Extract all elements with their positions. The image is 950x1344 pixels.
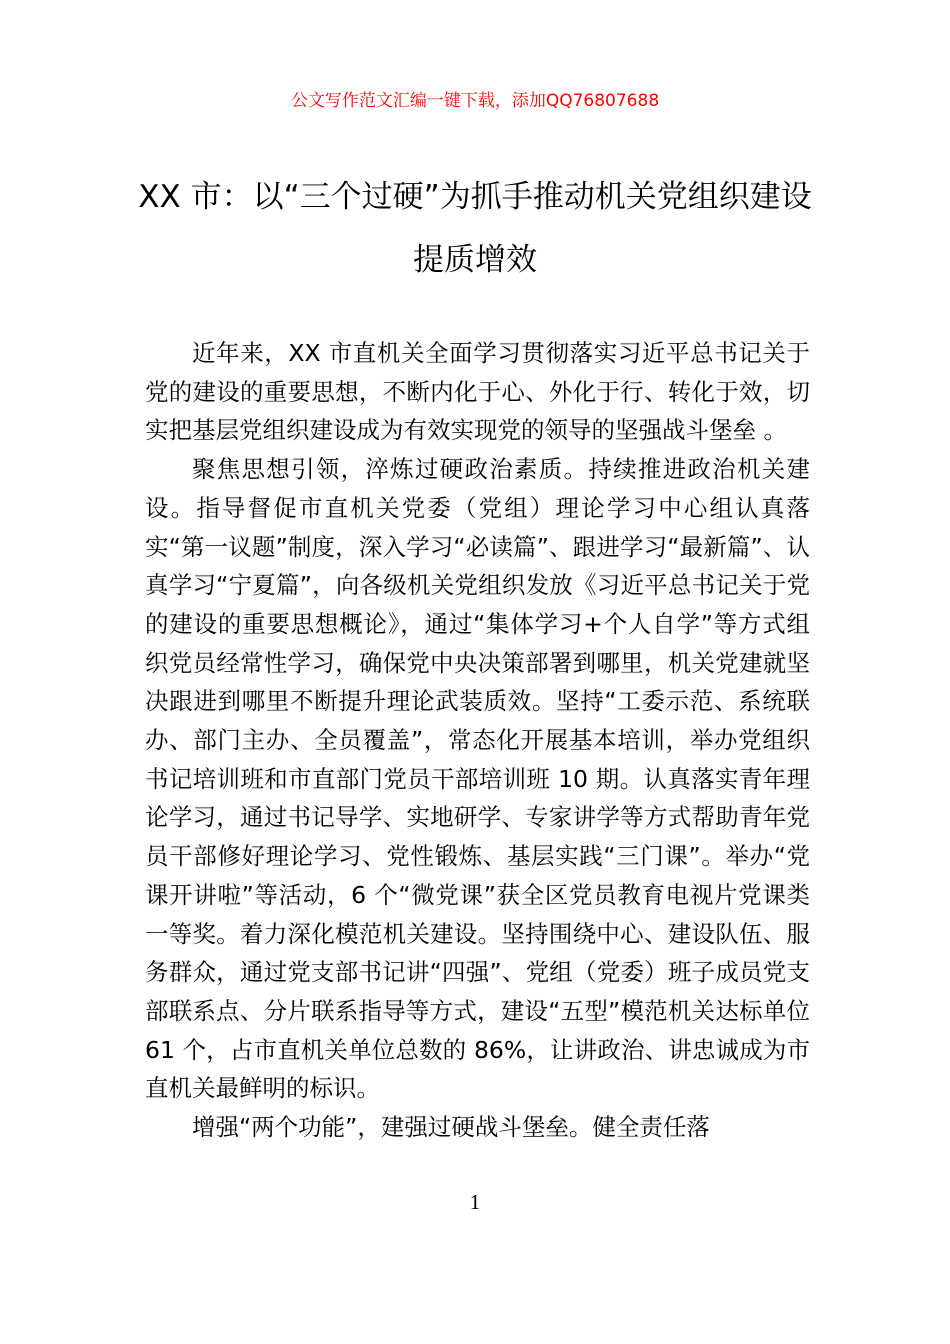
document-title: XX 市：以“三个过硬”为抓手推动机关党组织建设提质增效 [138,179,812,278]
document-body [145,334,810,1147]
paragraph: 增强“两个功能”，建强过硬战斗堡垒。健全责任落 [192,1113,710,1142]
paragraph: 聚焦思想引领，淬炼过硬政治素质。持续推进政治机关建设。指导督促市直机关党委（党组）理论学习中心组认真落实“第一议题”制度，深入学习“必读篇”、跟进学习“最新篇”、认真学习“宁夏篇”，向各级机关党组织发放《习近平总书记关于党的建设的重要思想概论》，通过“集体学习+个人自学”等方式组织党员经常性学习，确保党中央决策部署到哪里，机关党建就坚决跟进到哪里不断提升理论武装质效。坚持“工委示范、系统联办、部门主办、全员覆盖”，常态化开展基本培训，举办党组织书记培训班和市直部门党员干部培训班 10 期。认真落实青年理论学习，通过书记导学、实地研学、专家讲学等方式帮助青年党员干部修好理论学习、党性锻炼、基层实践“三门课”。举办“党课开讲啦”等活动，6 个“微党课”获全区党员教育电视片党课类一等奖。着力深化模范机关建设。坚持围绕中心、建设队伍、服务群众，通过党支部书记讲“四强”、党组（党委）班子成员党支部联系点、分片联系指导等方式，建设“五型”模范机关达标单位 61 个，占市直机关单位总数的 86%，让讲政治、讲忠诚成为市直机关最鲜明的标识。 [145,455,810,1103]
paragraph: 近年来，XX 市直机关全面学习贯彻落实习近平总书记关于党的建设的重要思想，不断内化于心、外化于行、转化于效，切实把基层党组织建设成为有效实现党的领导的坚强战斗堡垒 。 [145,339,810,445]
header-promo-note: 公文写作范文汇编一键下载，添加QQ76807688 [290,91,660,111]
page-number: 1 [469,1190,481,1214]
